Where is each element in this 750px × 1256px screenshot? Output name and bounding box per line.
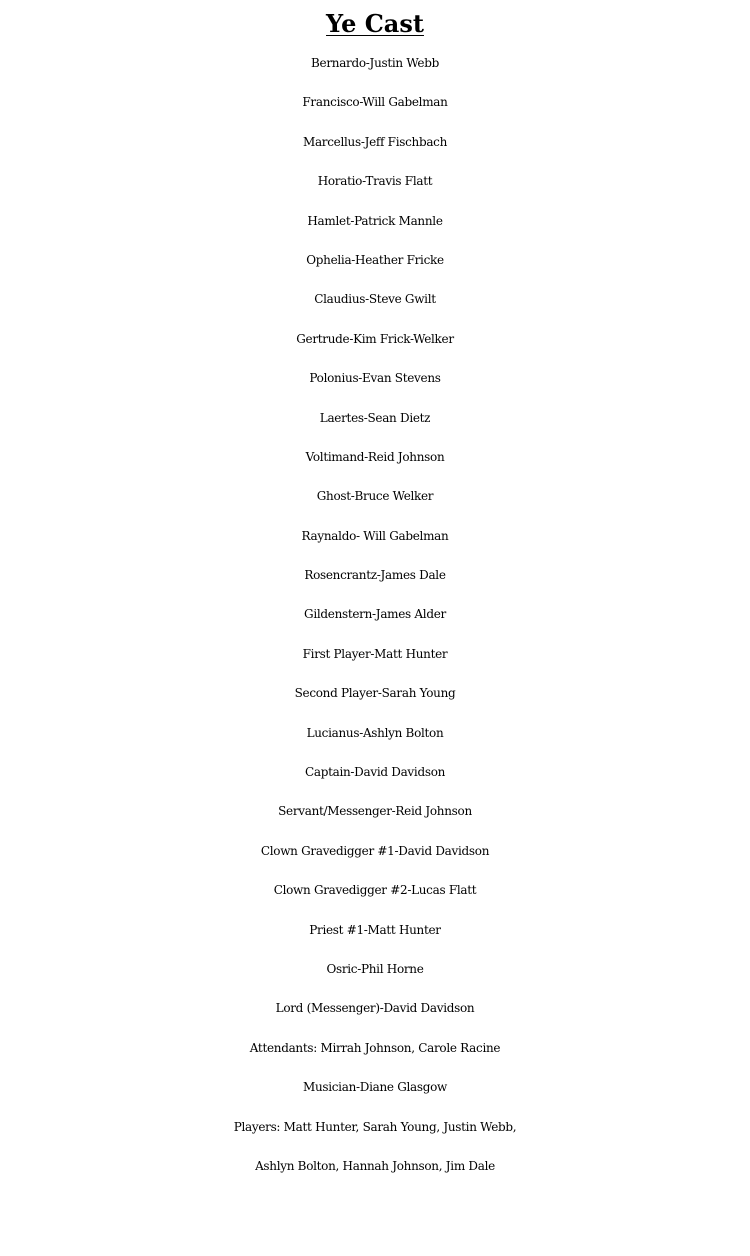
- cast-line: Musician-Diane Glasgow: [302, 1080, 448, 1095]
- cast-line: Attendants: Mirrah Johnson, Carole Racine: [249, 1040, 501, 1055]
- cast-line: Ashlyn Bolton, Hannah Johnson, Jim Dale: [255, 1158, 495, 1173]
- cast-line: Laertes-Sean Dietz: [319, 410, 431, 425]
- cast-line: Osric-Phil Horne: [326, 961, 424, 976]
- cast-line: Horatio-Travis Flatt: [317, 174, 433, 189]
- cast-line: Voltimand-Reid Johnson: [305, 449, 445, 464]
- cast-line: Rosencrantz-James Dale: [304, 568, 446, 583]
- cast-line: Clown Gravedigger #2-Lucas Flatt: [273, 883, 477, 898]
- cast-list: [0, 44, 750, 1186]
- cast-line: Lucianus-Ashlyn Bolton: [306, 725, 444, 740]
- cast-line: Bernardo-Justin Webb: [311, 56, 439, 70]
- cast-title: Ye Cast: [326, 9, 424, 38]
- cast-line: Second Player-Sarah Young: [294, 686, 456, 701]
- cast-line: Hamlet-Patrick Mannle: [307, 213, 443, 228]
- cast-line: Gildenstern-James Alder: [304, 607, 446, 622]
- cast-line: Raynaldo- Will Gabelman: [301, 528, 449, 543]
- cast-line: Claudius-Steve Gwilt: [314, 292, 436, 307]
- cast-line: Gertrude-Kim Frick-Welker: [296, 331, 454, 346]
- cast-line: Priest #1-Matt Hunter: [309, 922, 441, 937]
- cast-line: First Player-Matt Hunter: [302, 646, 448, 661]
- cast-line: Polonius-Evan Stevens: [309, 371, 441, 386]
- cast-line: Ghost-Bruce Welker: [316, 489, 434, 504]
- cast-line: Servant/Messenger-Reid Johnson: [278, 804, 472, 819]
- cast-line: Players: Matt Hunter, Sarah Young, Justin Webb,: [233, 1119, 517, 1134]
- cast-line: Marcellus-Jeff Fischbach: [302, 134, 448, 149]
- cast-line: Francisco-Will Gabelman: [302, 95, 448, 110]
- cast-line: Lord (Messenger)-David Davidson: [275, 1001, 475, 1016]
- cast-line: Captain-David Davidson: [304, 765, 446, 780]
- cast-line: Clown Gravedigger #1-David Davidson: [260, 843, 490, 858]
- cast-line: Ophelia-Heather Fricke: [306, 252, 444, 267]
